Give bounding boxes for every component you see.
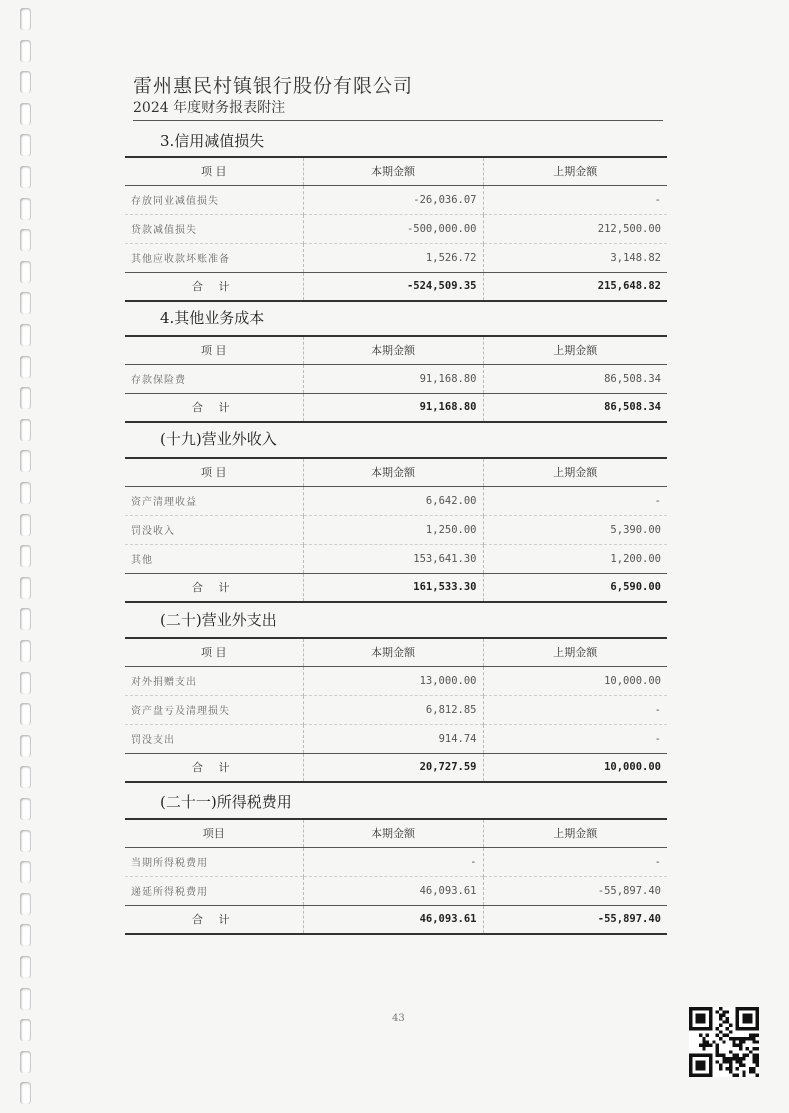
binder-hole (20, 324, 30, 346)
column-header-current: 本期金额 (303, 336, 483, 364)
binder-hole (20, 830, 30, 852)
total-label: 合 计 (192, 280, 236, 294)
table-row (125, 724, 667, 753)
binder-hole (20, 261, 30, 283)
non-operating-expense-table (125, 637, 667, 783)
row-item: 资产盘亏及清理损失 (131, 706, 230, 717)
table-row (125, 185, 667, 214)
table-row (125, 243, 667, 272)
section-title-income-tax-expense: (二十一)所得税费用 (160, 793, 292, 811)
row-prior: -55,897.40 (483, 876, 667, 905)
total-current: 46,093.61 (303, 905, 483, 934)
binder-hole (20, 703, 30, 725)
table-header-row (125, 458, 667, 486)
company-name: 雷州惠民村镇银行股份有限公司 (133, 75, 414, 97)
row-prior: 86,508.34 (483, 364, 667, 393)
row-current: 1,526.72 (303, 243, 483, 272)
total-row (125, 753, 667, 782)
binder-hole (20, 166, 30, 188)
table-header-row (125, 819, 667, 847)
total-row (125, 272, 667, 301)
row-current: 1,250.00 (303, 515, 483, 544)
total-prior: -55,897.40 (483, 905, 667, 934)
binder-hole (20, 735, 30, 757)
column-header-current: 本期金额 (303, 157, 483, 185)
column-header-item: 项 目 (201, 344, 227, 358)
table-row (125, 695, 667, 724)
total-label: 合 计 (192, 761, 236, 775)
binder-hole (20, 229, 30, 251)
binder-hole (20, 861, 30, 883)
table-header-row (125, 336, 667, 364)
binder-hole (20, 577, 30, 599)
total-row (125, 573, 667, 602)
row-prior: - (483, 724, 667, 753)
row-current: 46,093.61 (303, 876, 483, 905)
row-item: 存款保险费 (131, 375, 186, 386)
column-header-prior: 上期金额 (483, 458, 667, 486)
row-item: 其他 (131, 555, 153, 566)
column-header-current: 本期金额 (303, 458, 483, 486)
row-item: 贷款减值损失 (131, 225, 197, 236)
section-title-non-operating-income: (十九)营业外收入 (160, 430, 277, 448)
binder-hole (20, 482, 30, 504)
row-current: 6,642.00 (303, 486, 483, 515)
row-current: 153,641.30 (303, 544, 483, 573)
binder-hole (20, 514, 30, 536)
binder-hole (20, 956, 30, 978)
binder-hole (20, 356, 30, 378)
column-header-item: 项目 (202, 827, 225, 841)
total-current: 20,727.59 (303, 753, 483, 782)
row-prior: 3,148.82 (483, 243, 667, 272)
binder-hole (20, 450, 30, 472)
binder-hole (20, 893, 30, 915)
binder-hole (20, 71, 30, 93)
row-prior: 1,200.00 (483, 544, 667, 573)
table-header-row (125, 157, 667, 185)
row-current: - (303, 847, 483, 876)
other-business-cost-table (125, 335, 667, 423)
binder-hole (20, 924, 30, 946)
binder-hole (20, 1051, 30, 1073)
section-title-other-business-cost: 4.其他业务成本 (160, 309, 265, 327)
column-header-prior: 上期金额 (483, 336, 667, 364)
table-row (125, 515, 667, 544)
row-item: 存放同业减值损失 (131, 196, 219, 207)
column-header-current: 本期金额 (303, 819, 483, 847)
binder-hole (20, 608, 30, 630)
row-item: 罚没支出 (131, 735, 175, 746)
total-row (125, 905, 667, 934)
binder-hole (20, 766, 30, 788)
table-row (125, 486, 667, 515)
table-row (125, 364, 667, 393)
table-row (125, 876, 667, 905)
binder-hole (20, 134, 30, 156)
binder-hole (20, 545, 30, 567)
row-prior: 5,390.00 (483, 515, 667, 544)
row-item: 资产清理收益 (131, 497, 197, 508)
row-prior: - (483, 185, 667, 214)
binder-hole (20, 798, 30, 820)
section-title-non-operating-expense: (二十)营业外支出 (160, 611, 277, 629)
section-title-credit-impairment: 3.信用减值损失 (160, 132, 265, 150)
column-header-item: 项 目 (201, 165, 227, 179)
binder-hole (20, 198, 30, 220)
binder-hole (20, 103, 30, 125)
binder-hole (20, 640, 30, 662)
total-current: 161,533.30 (303, 573, 483, 602)
row-prior: - (483, 695, 667, 724)
credit-impairment-table (125, 156, 667, 302)
total-prior: 6,590.00 (483, 573, 667, 602)
row-current: -500,000.00 (303, 214, 483, 243)
row-prior: - (483, 847, 667, 876)
binder-hole (20, 40, 30, 62)
row-current: 91,168.80 (303, 364, 483, 393)
row-current: 914.74 (303, 724, 483, 753)
binder-hole (20, 387, 30, 409)
column-header-prior: 上期金额 (483, 157, 667, 185)
column-header-item: 项 目 (201, 646, 227, 660)
binder-holes (0, 0, 40, 1113)
row-current: 6,812.85 (303, 695, 483, 724)
row-item: 罚没收入 (131, 526, 175, 537)
table-row (125, 847, 667, 876)
income-tax-expense-table (125, 818, 667, 935)
non-operating-income-table (125, 457, 667, 603)
report-title: 2024 年度财务报表附注 (133, 98, 663, 121)
document-header (133, 74, 663, 121)
binder-hole (20, 1082, 30, 1104)
row-item: 对外捐赠支出 (131, 677, 197, 688)
table-row (125, 214, 667, 243)
table-row (125, 544, 667, 573)
row-current: -26,036.07 (303, 185, 483, 214)
binder-hole (20, 8, 30, 30)
column-header-prior: 上期金额 (483, 638, 667, 666)
row-item: 其他应收款坏账准备 (131, 254, 230, 265)
column-header-prior: 上期金额 (483, 819, 667, 847)
binder-hole (20, 988, 30, 1010)
row-item: 递延所得税费用 (131, 887, 208, 898)
total-prior: 86,508.34 (483, 393, 667, 422)
row-current: 13,000.00 (303, 666, 483, 695)
total-current: -524,509.35 (303, 272, 483, 301)
binder-hole (20, 672, 30, 694)
row-prior: - (483, 486, 667, 515)
binder-hole (20, 1019, 30, 1041)
qr-code-icon (689, 1007, 759, 1077)
page-number: 43 (392, 1013, 405, 1024)
total-label: 合 计 (192, 581, 236, 595)
total-label: 合 计 (192, 401, 236, 415)
column-header-current: 本期金额 (303, 638, 483, 666)
binder-hole (20, 419, 30, 441)
row-prior: 10,000.00 (483, 666, 667, 695)
total-prior: 10,000.00 (483, 753, 667, 782)
binder-hole (20, 292, 30, 314)
table-header-row (125, 638, 667, 666)
column-header-item: 项 目 (201, 466, 227, 480)
total-label: 合 计 (192, 913, 236, 927)
row-item: 当期所得税费用 (131, 858, 208, 869)
row-prior: 212,500.00 (483, 214, 667, 243)
total-current: 91,168.80 (303, 393, 483, 422)
total-prior: 215,648.82 (483, 272, 667, 301)
total-row (125, 393, 667, 422)
table-row (125, 666, 667, 695)
